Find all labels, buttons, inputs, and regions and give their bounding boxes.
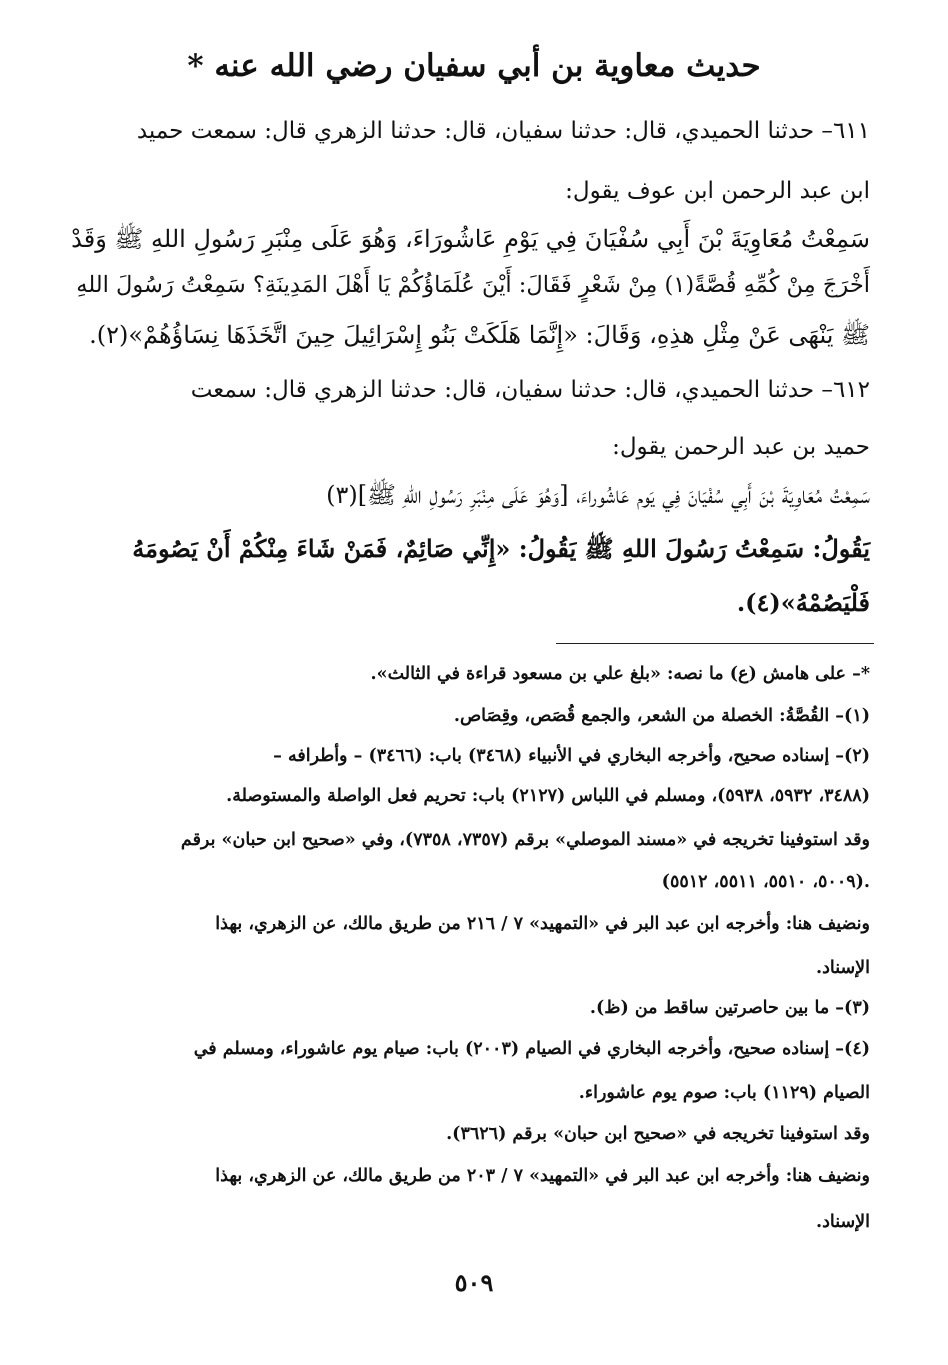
footnote-2-line-5: ونضيف هنا: وأخرجه ابن عبد البر في «التمهيد» ٧ / ٢١٦ من طريق مالك، عن الزهري، بهذا (215, 914, 870, 934)
hadith-611-isnad-line-2: ابن عبد الرحمن ابن عوف يقول: (565, 178, 870, 204)
footnote-4-line-2: الصيام (١١٢٩) باب: صوم يوم عاشوراء. (578, 1083, 870, 1103)
hadith-611-text-line-1: سَمِعْتُ مُعَاوِيَةَ بْنَ أَبِي سُفْيَانَ فِي يَوْمِ عَاشُورَاءَ، وَهُوَ عَلَى مِنْبَرِ رَسُولِ اللهِ ﷺ وَقَدْ (71, 225, 870, 253)
footnote-1: (١)– القُصَّةُ: الخصلة من الشعر، والجمع قُصَص، وقِصَاص. (453, 706, 870, 726)
footnote-star: *– على هامش (ع) ما نصه: «بلغ علي بن مسعود قراءة في الثالث». (370, 664, 870, 684)
hadith-611-text-line-2: أَخْرَجَ مِنْ كُمِّهِ قُصَّةً(١) مِنْ شَعْرٍ فَقَالَ: أَيْنَ عُلَمَاؤُكُمْ يَا أَهْلَ المَدِينَةِ؟ سَمِعْتُ رَسُولَ اللهِ (76, 272, 870, 298)
hadith-611-isnad-line-1: ٦١١– حدثنا الحميدي، قال: حدثنا سفيان، قال: حدثنا الزهري قال: سمعت حميد (136, 118, 870, 144)
footnote-2-line-6: الإسناد. (815, 958, 870, 978)
hadith-612-text-line-3: فَلْيَصُمْهُ»(٤). (736, 588, 870, 617)
footnote-4-line-3: وقد استوفينا تخريجه في «صحيح ابن حبان» برقم (٣٦٢٦). (446, 1124, 870, 1144)
footnote-4-line-4: ونضيف هنا: وأخرجه ابن عبد البر في «التمهيد» ٧ / ٢٠٣ من طريق مالك، عن الزهري، بهذا (215, 1166, 870, 1186)
footnote-separator (556, 643, 874, 644)
hadith-612-isnad-line-1: ٦١٢– حدثنا الحميدي، قال: حدثنا سفيان، قال: حدثنا الزهري قال: سمعت (190, 377, 870, 403)
hadith-612-isnad-line-2: حميد بن عبد الرحمن يقول: (612, 434, 870, 460)
page-title: حديث معاوية بن أبي سفيان رضي الله عنه * (187, 48, 761, 84)
hadith-612-text-line-1: سَمِعْتُ مُعَاوِيَةَ بْنَ أَبِي سُفْيَانَ فِي يَوم عَاشُوراءَ، [وَهُوَ عَلَى مِنْبَرِ رَسُولِ اللهِ ﷺ](٣) (326, 481, 870, 509)
footnote-3: (٣)– ما بين حاصرتين ساقط من (ظ). (589, 998, 870, 1018)
footnote-2-line-1: (٢)– إسناده صحيح، وأخرجه البخاري في الأنبياء (٣٤٦٨) باب: (٣٤٦٦) – وأطرافه – (273, 746, 870, 766)
footnote-2-line-4: (٥٠٠٩، ٥٥١٠، ٥٥١١، ٥٥١٢). (661, 872, 870, 892)
footnote-4-line-1: (٤)– إسناده صحيح، وأخرجه البخاري في الصيام (٢٠٠٣) باب: صيام يوم عاشوراء، ومسلم في (193, 1039, 870, 1059)
hadith-612-text-line-2: يَقُولُ: سَمِعْتُ رَسُولَ اللهِ ﷺ يَقُولُ: «إِنِّي صَائِمٌ، فَمَنْ شَاءَ مِنْكُمْ أَنْ يَصُومَهُ (132, 534, 870, 563)
hadith-611-text-line-3: ﷺ يَنْهَى عَنْ مِثْلِ هذِهِ، وَقَالَ: «إِنَّمَا هَلَكَتْ بَنُو إِسْرَائِيلَ حِينَ اتَّخَذَهَا نِسَاؤُهُمْ»(٢). (89, 321, 870, 349)
footnote-4-line-5: الإسناد. (815, 1212, 870, 1232)
footnote-2-line-2: (٣٤٨٨، ٥٩٣٢، ٥٩٣٨)، ومسلم في اللباس (٢١٢٧) باب: تحريم فعل الواصلة والمستوصلة. (226, 786, 870, 806)
page-number: ٥٠٩ (454, 1268, 494, 1297)
footnote-2-line-3: وقد استوفينا تخريجه في «مسند الموصلي» برقم (٧٣٥٧، ٧٣٥٨)، وفي «صحيح ابن حبان» برقم (180, 830, 870, 850)
